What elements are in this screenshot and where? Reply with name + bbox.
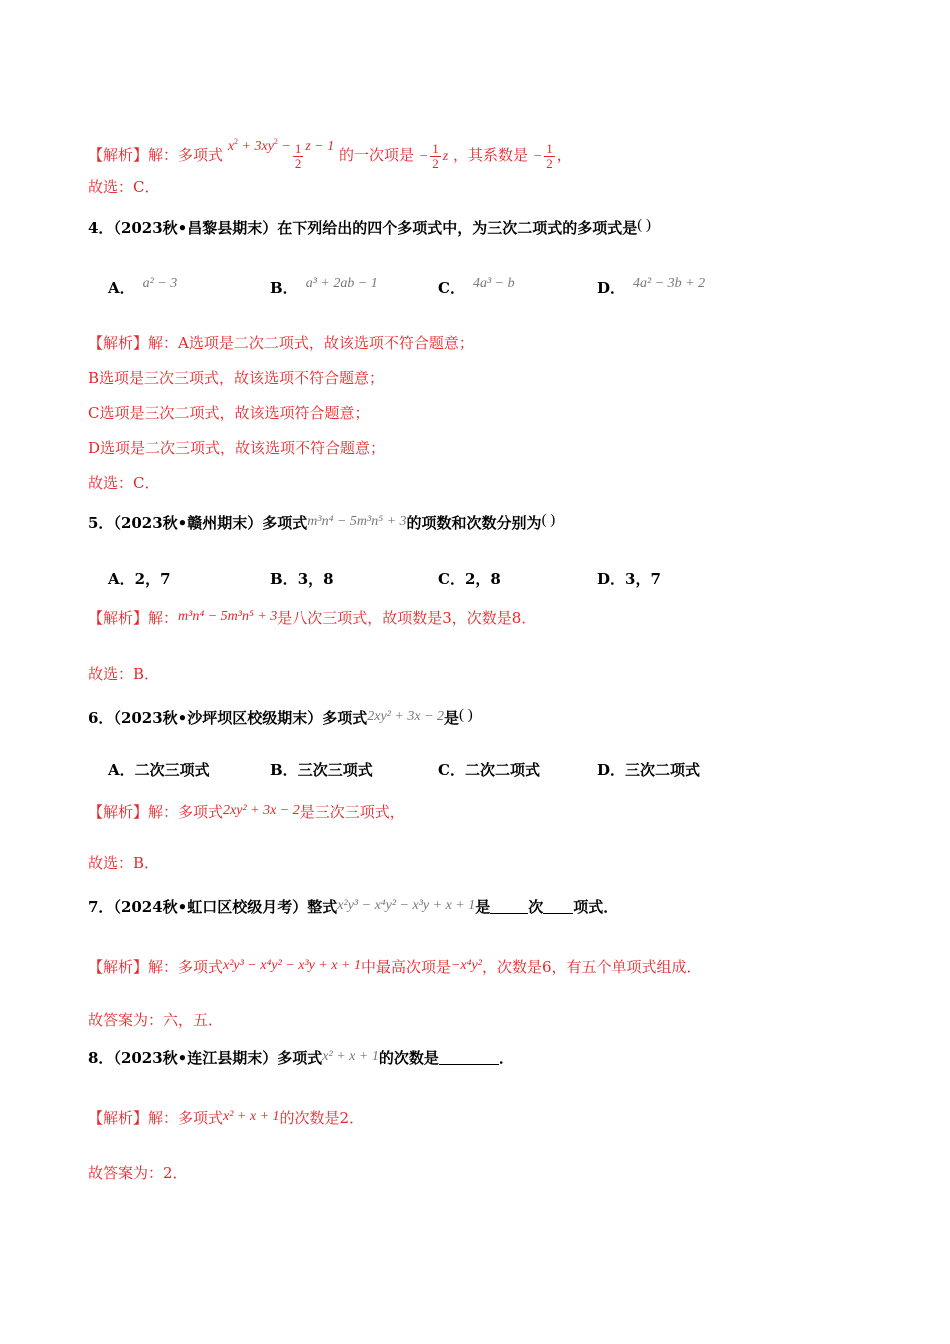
q8-solution	[88, 1108, 364, 1130]
polynomial-expr: m³n⁴ − 5m³n⁵ + 3	[307, 514, 407, 529]
question-source: （2023秋•沙坪坝区校级期末）	[113, 709, 323, 727]
question-source: （2024秋•虹口区校级月考）	[113, 898, 308, 916]
question-5	[88, 513, 555, 535]
q6-option-a[interactable]: A．二次三项式	[108, 761, 210, 779]
solution-tag: 【解析】解：多项式	[88, 1109, 224, 1127]
question-number: 7．	[88, 898, 114, 916]
solution-text-end: ，次数是6，有五个单项式组成．	[481, 958, 702, 976]
q6-option-d[interactable]: D．三次二项式	[597, 761, 701, 779]
solution-text: 是三次三项式，	[299, 803, 405, 821]
solution-text-mid2: ，其系数是	[453, 146, 529, 164]
q7-answer: 故答案为：六，五．	[88, 1011, 224, 1029]
question-7: 7．（2024秋•虹口区校级月考）整式x²y³ − x⁴y² − x³y + x + 1是 次 项式．	[88, 898, 619, 916]
solution-text: 的次数是2．	[279, 1109, 365, 1127]
polynomial-expr: x² + x + 1	[223, 1109, 280, 1124]
q4-option-c[interactable]: C． 4a³ − b	[438, 276, 515, 297]
highest-term-expr: −x⁴y²	[450, 958, 482, 973]
q5-option-b[interactable]: B．3，8	[270, 570, 334, 588]
question-source: （2023秋•赣州期末）	[113, 514, 263, 532]
solution-text: 解：多项式	[148, 146, 224, 164]
q3-solution-line: 【解析】解：多项式 $x^2 + 3xy^2$ − $\frac{1}{2}$ z − 1 的一次项是 − $\frac{1}{2}$ z ，其系数是 − $\frac{1}{2}$ ，	[88, 137, 572, 172]
polynomial-expr: $x^2 + 3xy^2$ − $\frac{1}{2}$ z − 1	[227, 137, 335, 172]
q6-answer: 故选：B．	[88, 854, 160, 872]
q5-option-c[interactable]: C．2，8	[438, 570, 501, 588]
q5-solution	[88, 608, 536, 630]
q7-solution	[88, 957, 701, 979]
answer-paren: ( )	[459, 707, 473, 723]
question-text: 在下列给出的四个多项式中，为三次二项式的多项式是	[277, 219, 638, 237]
q5-option-a[interactable]: A．2，7	[108, 570, 171, 588]
q4-option-b[interactable]: B． a³ + 2ab − 1	[270, 276, 378, 297]
q3-answer: 故选：C．	[88, 178, 160, 196]
question-4	[88, 218, 651, 239]
q6-option-b[interactable]: B．三次三项式	[270, 761, 373, 779]
q4-solution-2: B选项是三次三项式，故该选项不符合题意；	[88, 369, 385, 387]
question-number: 4．	[88, 219, 114, 237]
solution-text-mid: 的一次项是	[339, 146, 415, 164]
q4-option-d[interactable]: D． 4a² − 3b + 2	[597, 276, 706, 297]
solution-text: 中最高次项是	[360, 958, 451, 976]
answer-blank[interactable]	[439, 1050, 499, 1065]
question-text: 多项式	[262, 514, 308, 532]
q5-answer: 故选：B．	[88, 665, 160, 683]
solution-tag: 【解析】解：多项式	[88, 803, 224, 821]
question-6	[88, 708, 473, 730]
polynomial-expr: m³n⁴ − 5m³n⁵ + 3	[178, 609, 278, 624]
q4-solution-4: D选项是二次三项式，故该选项不符合题意；	[88, 439, 386, 457]
q4-option-a[interactable]: A． a² − 3	[108, 276, 178, 297]
linear-term-expr: − $\frac{1}{2}$ z	[418, 141, 449, 172]
question-number: 8．	[88, 1049, 114, 1067]
polynomial-expr: x² + x + 1	[322, 1049, 379, 1064]
question-text: 多项式	[277, 1049, 323, 1067]
polynomial-expr: x²y³ − x⁴y² − x³y + x + 1	[223, 958, 361, 973]
q4-solution-3: C选项是三次二项式，故该选项符合题意；	[88, 404, 370, 422]
question-source: （2023秋•昌黎县期末）	[113, 219, 278, 237]
question-number: 6．	[88, 709, 114, 727]
coefficient-expr: − $\frac{1}{2}$	[532, 141, 553, 172]
question-source: （2023秋•连江县期末）	[113, 1049, 278, 1067]
answer-blank-2[interactable]	[543, 899, 573, 914]
polynomial-expr: 2xy² + 3x − 2	[223, 803, 300, 818]
q4-solution-1: 【解析】解：A选项是二次二项式，故该选项不符合题意；	[88, 334, 474, 352]
q6-option-c[interactable]: C．二次二项式	[438, 761, 540, 779]
q4-answer: 故选：C．	[88, 474, 160, 492]
question-8: 8．（2023秋•连江县期末）多项式x² + x + 1的次数是 ．	[88, 1049, 514, 1067]
q8-answer: 故答案为：2．	[88, 1164, 188, 1182]
solution-tag: 【解析】解：多项式	[88, 958, 224, 976]
answer-paren: ( )	[637, 217, 652, 233]
polynomial-expr: 2xy² + 3x − 2	[367, 709, 445, 724]
solution-text: 是八次三项式，故项数是3，次数是8．	[277, 609, 537, 627]
question-text: 多项式	[322, 709, 368, 727]
answer-blank-1[interactable]	[490, 899, 528, 914]
answer-paren: ( )	[541, 512, 556, 528]
polynomial-expr: x²y³ − x⁴y² − x³y + x + 1	[337, 898, 476, 913]
q5-option-d[interactable]: D．3，7	[597, 570, 661, 588]
question-text: 整式	[307, 898, 338, 916]
solution-tag: 【解析】解：	[88, 609, 179, 627]
question-number: 5．	[88, 514, 114, 532]
question-text-post: 是	[444, 709, 460, 727]
solution-tag: 【解析】	[88, 146, 149, 164]
question-text-post: 的项数和次数分别为	[406, 514, 542, 532]
q6-solution	[88, 802, 405, 824]
